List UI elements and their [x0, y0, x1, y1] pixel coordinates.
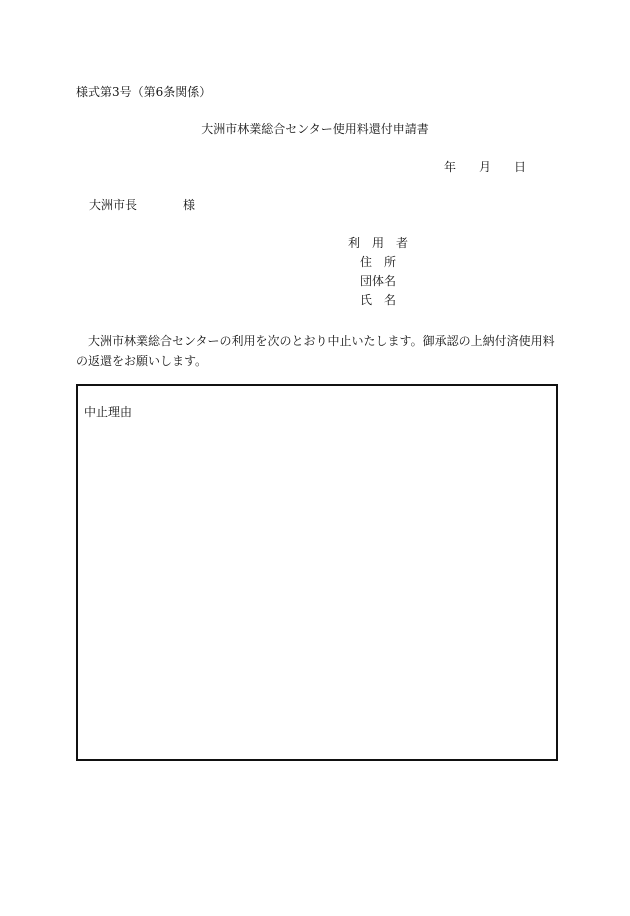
- date-year-label: 年: [444, 160, 457, 174]
- reason-label: 中止理由: [84, 405, 133, 419]
- applicant-group-label: 団体名: [360, 274, 397, 288]
- form-number: 様式第3号（第6条関係）: [76, 85, 212, 99]
- addressee-honorific: 様: [183, 198, 196, 212]
- addressee-name: 大洲市長: [89, 198, 138, 212]
- request-body-text: 大洲市林業総合センターの利用を次のとおり中止いたします。御承認の上納付済使用料の返還をお願いします。: [76, 334, 555, 368]
- reason-box: [76, 384, 558, 761]
- date-line: [444, 161, 526, 173]
- date-day-label: 日: [514, 160, 527, 174]
- addressee: [89, 199, 195, 211]
- applicant-heading: 利 用 者: [348, 236, 409, 250]
- document-title: 大洲市林業総合センター使用料還付申請書: [201, 122, 429, 136]
- applicant-name-label: 氏 名: [360, 293, 397, 307]
- date-month-label: 月: [479, 160, 492, 174]
- applicant-address-label: 住 所: [360, 255, 397, 269]
